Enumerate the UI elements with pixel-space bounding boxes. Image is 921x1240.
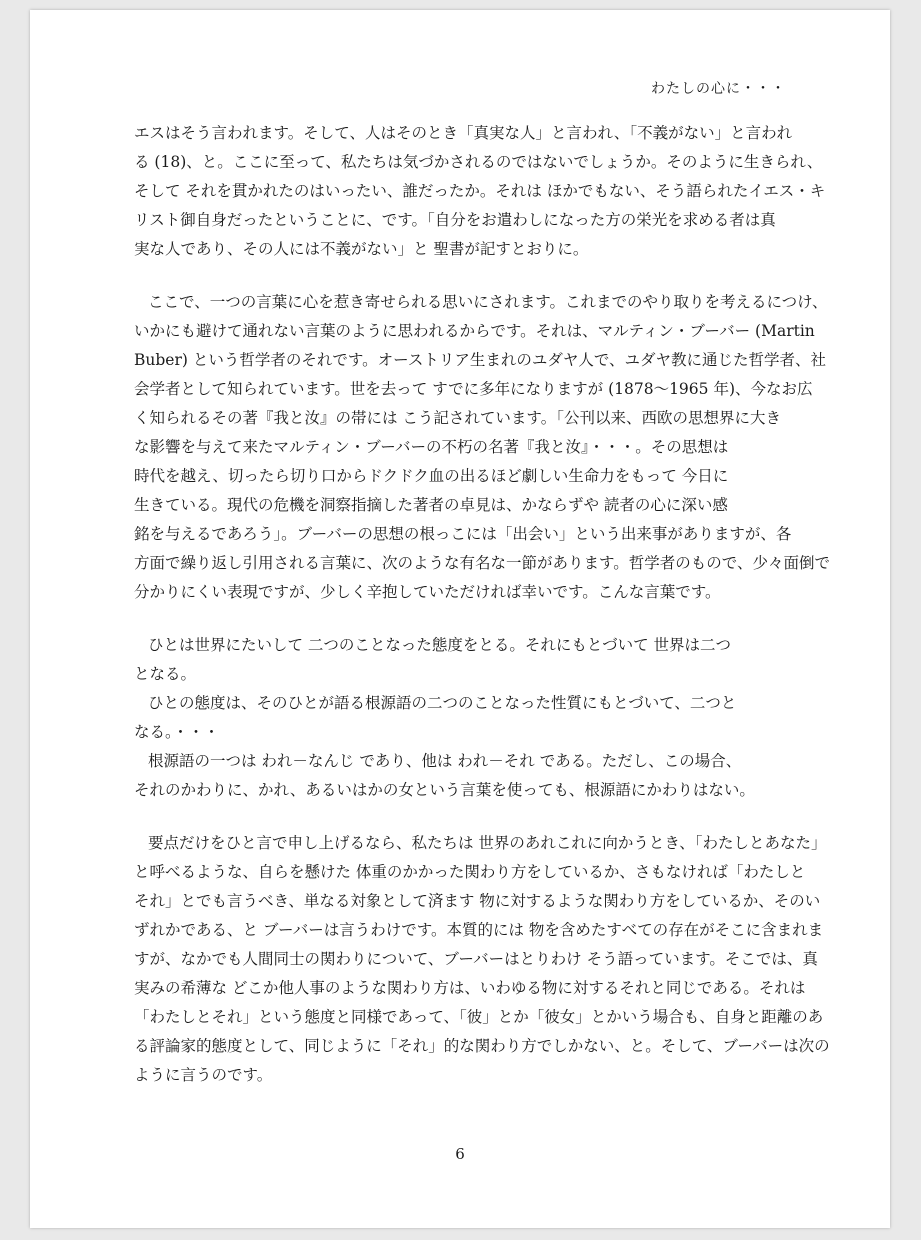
block-quote bbox=[134, 631, 792, 805]
text-line: 分かりにくい表現ですが、少しく辛抱していただければ幸いです。こんな言葉です。 bbox=[134, 583, 721, 601]
text-line: そして それを貫かれたのはいったい、誰だったか。それは ほかでもない、そう語られたイエス・キ bbox=[134, 182, 826, 200]
text-line: 実みの希薄な どこか他人事のような関わり方は、いわゆる物に対するそれと同じである。それは bbox=[134, 979, 806, 997]
text-line: ように言うのです。 bbox=[134, 1066, 273, 1084]
text-line: 銘を与えるであろう」。ブーバーの思想の根っこには「出会い」という出来事がありますが、各 bbox=[134, 525, 792, 543]
quote-line: 根源語の一つは われ－なんじ であり、他は われ－それ である。ただし、この場合、 bbox=[148, 752, 742, 770]
text-line: ずれかである、と ブーバーは言うわけです。本質的には 物を含めたすべての存在がそこに含まれま bbox=[134, 921, 824, 939]
text-line: 実な人であり、その人には不義がない」と 聖書が記すとおりに。 bbox=[134, 240, 589, 258]
text-line: エスはそう言われます。そして、人はそのとき「真実な人」と言われ、「不義がない」と言われ bbox=[134, 124, 793, 142]
text-line: な影響を与えて来たマルティン・ブーバーの不朽の名著『我と汝』・・・。その思想は bbox=[134, 438, 729, 456]
quote-line: ひとは世界にたいして 二つのことなった態度をとる。それにもとづいて 世界は二つ bbox=[148, 636, 732, 654]
paragraph bbox=[134, 288, 830, 607]
text-line: 「わたしとそれ」という態度と同様であって、「彼」とか「彼女」とかいう場合も、自身と距離のあ bbox=[134, 1008, 824, 1026]
text-line: Buber) という哲学者のそれです。オーストリア生まれのユダヤ人で、ユダヤ教に通じた哲学者、社 bbox=[134, 351, 827, 369]
text-line: 方面で繰り返し引用される言葉に、次のような有名な一節があります。哲学者のもので、少々面倒で bbox=[134, 554, 830, 572]
text-line: 会学者として知られています。世を去って すでに多年になりますが (1878〜1965 年)、今なお広 bbox=[134, 380, 813, 398]
text-line: 時代を越え、切ったら切り口からドクドク血の出るほど劇しい生命力をもって 今日に bbox=[134, 467, 729, 485]
text-line: る評論家的態度として、同じように「それ」的な関わり方でしかない、と。そして、ブーバーは次の bbox=[134, 1037, 830, 1055]
running-header: わたしの心に・・・ bbox=[651, 81, 786, 97]
text-line: る (18)、と。ここに至って、私たちは気づかされるのではないでしょうか。そのように生きられ、 bbox=[134, 153, 823, 171]
text-line: リスト御自身だったということに、です。「自分をお遣わしになった方の栄光を求める者は真 bbox=[134, 211, 776, 229]
text-line: すが、なかでも人間同士の関わりについて、ブーバーはとりわけ そう語っています。そこでは、真 bbox=[134, 950, 818, 968]
text-line: それ」とでも言うべき、単なる対象として済ます 物に対するような関わり方をしているか、そのい bbox=[134, 892, 821, 910]
body-text bbox=[134, 119, 830, 1090]
text-line: 生きている。現代の危機を洞察指摘した著者の卓見は、かならずや 読者の心に深い感 bbox=[134, 496, 728, 514]
quote-line: ひとの態度は、そのひとが語る根源語の二つのことなった性質にもとづいて、二つと bbox=[148, 694, 737, 712]
text-line: く知られるその著『我と汝』の帯には こう記されています。「公刊以来、西欧の思想界に大き bbox=[134, 409, 781, 427]
quote-line: となる。 bbox=[134, 665, 197, 683]
text-line: いかにも避けて通れない言葉のように思われるからです。それは、マルティン・ブーバー (Martin bbox=[134, 322, 815, 340]
text-line: ここで、一つの言葉に心を惹き寄せられる思いにされます。これまでのやり取りを考えるにつけ、 bbox=[148, 293, 828, 311]
document-page bbox=[30, 10, 890, 1228]
quote-line: なる。・・・ bbox=[134, 723, 220, 741]
paragraph bbox=[134, 829, 830, 1090]
paragraph bbox=[134, 119, 826, 264]
text-line: と呼べるような、自らを懸けた 体重のかかった関わり方をしているか、さもなければ「わたしと bbox=[134, 863, 806, 881]
text-line: 要点だけをひと言で申し上げるなら、私たちは 世界のあれこれに向かうとき、「わたしとあなた」 bbox=[148, 834, 827, 852]
page-number: 6 bbox=[455, 1145, 465, 1163]
quote-line: それのかわりに、かれ、あるいはかの女という言葉を使っても、根源語にかわりはない。 bbox=[134, 781, 755, 799]
